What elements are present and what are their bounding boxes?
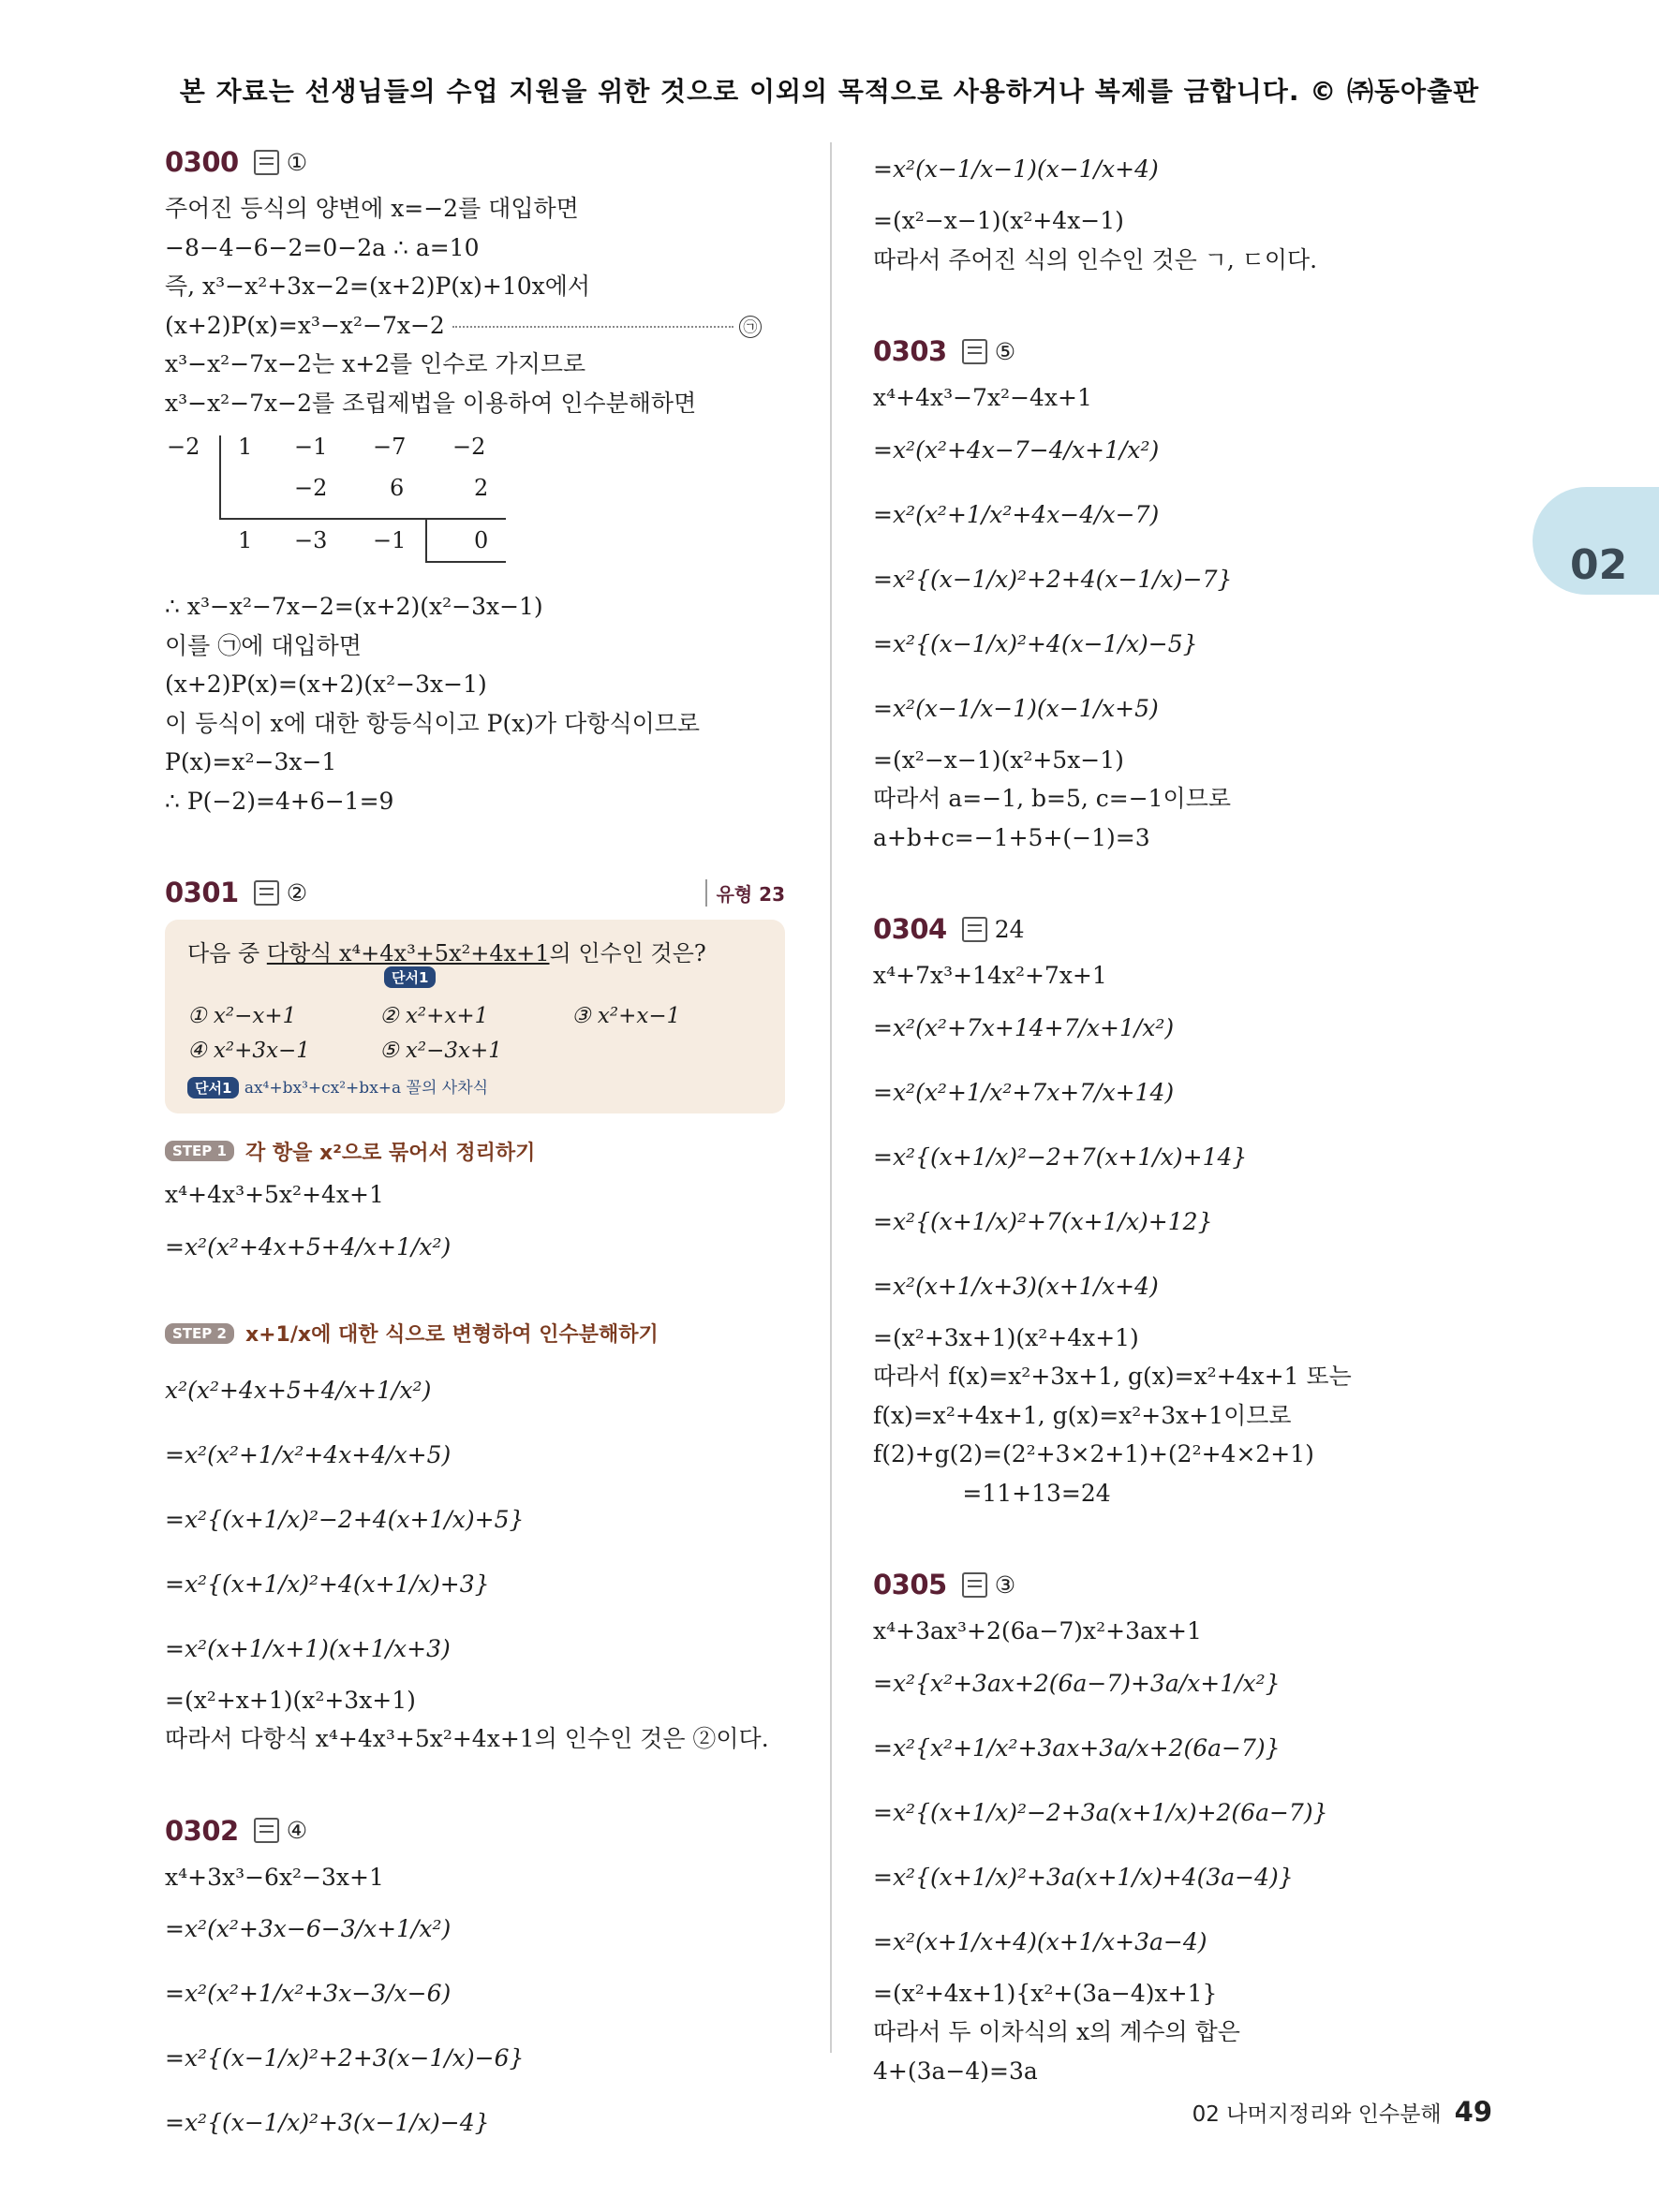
synth-divisor: −2 bbox=[167, 434, 200, 460]
chapter-number: 02 bbox=[1570, 541, 1628, 589]
solution-line: =x²(x²+7x+14+7/x+1/x²) bbox=[873, 1013, 1175, 1041]
solution-line: =(x²+x+1)(x²+3x+1) bbox=[165, 1686, 416, 1714]
option: ② x²+x+1 bbox=[379, 1004, 489, 1028]
solution-line: x⁴+4x³−7x²−4x+1 bbox=[873, 384, 1092, 411]
problem-number: 0300 bbox=[165, 146, 239, 178]
solution-line: 이를 ㉠에 대입하면 bbox=[165, 631, 362, 659]
problem-number: 0302 bbox=[165, 1814, 239, 1847]
solution-line: =x²(x+1/x+3)(x+1/x+4) bbox=[873, 1272, 1159, 1300]
answer-value: ④ bbox=[286, 1817, 308, 1844]
solution-line: =x²(x−1/x−1)(x−1/x+4) bbox=[873, 155, 1159, 183]
problem-0305 bbox=[873, 1563, 1454, 2090]
solution-line: =x²(x−1/x−1)(x−1/x+5) bbox=[873, 694, 1159, 722]
answer-value: ③ bbox=[994, 1571, 1016, 1599]
step-title: x+1/x에 대한 식으로 변형하여 인수분해하기 bbox=[244, 1323, 659, 1347]
equation-mark: ㉠ bbox=[739, 316, 762, 338]
solution-line: =(x²−x−1)(x²+5x−1) bbox=[873, 745, 1124, 774]
hint-tag: 단서1 bbox=[187, 1077, 239, 1099]
problem-number: 0301 bbox=[165, 877, 239, 908]
solution-line: x⁴+7x³+14x²+7x+1 bbox=[873, 962, 1107, 989]
equation: (x+2)P(x)=x³−x²−7x−2 bbox=[165, 311, 445, 339]
solution-line: =(x²+3x+1)(x²+4x+1) bbox=[873, 1323, 1139, 1351]
problem-0304 bbox=[873, 907, 1454, 1512]
answer-options bbox=[187, 999, 763, 1069]
hint-tag: 단서1 bbox=[384, 966, 436, 988]
solution-line: x³−x²−7x−2는 x+2를 인수로 가지므로 bbox=[165, 350, 586, 377]
synthetic-division bbox=[165, 424, 785, 580]
solution-line: =x²(x+1/x+1)(x+1/x+3) bbox=[165, 1634, 451, 1662]
answer-value: ② bbox=[286, 878, 308, 907]
solution-line: x⁴+3ax³+2(6a−7)x²+3ax+1 bbox=[873, 1617, 1202, 1644]
right-column bbox=[873, 140, 1454, 2090]
step-tag: STEP 2 bbox=[165, 1323, 234, 1344]
solution-line: x²(x²+4x+5+4/x+1/x²) bbox=[165, 1376, 432, 1404]
solution-line: 이 등식이 x에 대한 항등식이고 P(x)가 다항식이므로 bbox=[165, 709, 701, 737]
solution-line: =x²(x²+1/x²+7x+7/x+14) bbox=[873, 1078, 1175, 1106]
synth-cell: 6 bbox=[390, 475, 405, 501]
solution-line: =x²{(x+1/x)²−2+4(x+1/x)+5} bbox=[165, 1505, 525, 1533]
synth-cell: −1 bbox=[373, 527, 407, 553]
solution-line: =x²{(x+1/x)²+3a(x+1/x)+4(3a−4)} bbox=[873, 1863, 1294, 1891]
hint-text: ax⁴+bx³+cx²+bx+a 꼴의 사차식 bbox=[244, 1079, 489, 1098]
problem-number: 0305 bbox=[873, 1569, 947, 1600]
hint-line bbox=[187, 1074, 763, 1099]
step-heading bbox=[165, 1315, 785, 1352]
synth-cell: −1 bbox=[294, 434, 328, 460]
solution-line: 따라서 다항식 x⁴+4x³+5x²+4x+1의 인수인 것은 ②이다. bbox=[165, 1725, 769, 1752]
solution-line: −8−4−6−2=0−2a ∴ a=10 bbox=[165, 233, 480, 261]
page-number: 49 bbox=[1454, 2096, 1492, 2128]
solution-line: =x²(x²+4x−7−4/x+1/x²) bbox=[873, 435, 1160, 464]
solution-line: =x²(x+1/x+4)(x+1/x+3a−4) bbox=[873, 1927, 1207, 1955]
solution-line: ∴ P(−2)=4+6−1=9 bbox=[165, 787, 394, 815]
solution-line: f(x)=x²+4x+1, g(x)=x²+3x+1이므로 bbox=[873, 1401, 1292, 1429]
chapter-title: 02 나머지정리와 인수분해 bbox=[1192, 2102, 1442, 2127]
synth-cell: −2 bbox=[452, 434, 486, 460]
solution-line: =x²{x²+1/x²+3ax+3a/x+2(6a−7)} bbox=[873, 1733, 1281, 1762]
solution-line: 주어진 등식의 양변에 x=−2를 대입하면 bbox=[165, 195, 579, 222]
solution-line: 따라서 f(x)=x²+3x+1, g(x)=x²+4x+1 또는 bbox=[873, 1363, 1352, 1390]
solution-line: =x²{(x+1/x)²+7(x+1/x)+12} bbox=[873, 1207, 1213, 1235]
question-text bbox=[187, 936, 763, 970]
solution-line: =x²{(x−1/x)²+3(x−1/x)−4} bbox=[165, 2109, 490, 2136]
solution-line: =x²(x²+1/x²+4x−4/x−7) bbox=[873, 500, 1160, 528]
step-heading bbox=[165, 1132, 785, 1170]
leader-dots bbox=[452, 326, 733, 328]
solution-line: x⁴+3x³−6x²−3x+1 bbox=[165, 1863, 384, 1891]
synth-remainder-box bbox=[425, 520, 427, 561]
synth-cell: −2 bbox=[294, 475, 328, 501]
solution-line: ∴ x³−x²−7x−2=(x+2)(x²−3x−1) bbox=[165, 593, 543, 620]
problem-0302 bbox=[165, 1809, 785, 2156]
option: ① x²−x+1 bbox=[187, 1004, 297, 1028]
problem-number: 0304 bbox=[873, 913, 947, 945]
solution-line: f(2)+g(2)=(2²+3×2+1)+(2²+4×2+1) bbox=[873, 1440, 1314, 1467]
solution-line: =11+13=24 bbox=[873, 1479, 1111, 1507]
option: ④ x²+3x−1 bbox=[187, 1039, 310, 1063]
synth-vertical-bar bbox=[219, 435, 221, 518]
solution-line: =x²(x²+4x+5+4/x+1/x²) bbox=[165, 1232, 452, 1261]
solution-line: =x²{(x+1/x)²−2+3a(x+1/x)+2(6a−7)} bbox=[873, 1798, 1328, 1826]
page-footer bbox=[1192, 2096, 1492, 2128]
solution-line: =x²{(x+1/x)²−2+7(x+1/x)+14} bbox=[873, 1143, 1248, 1171]
problem-0302-continued bbox=[873, 137, 1454, 279]
synth-cell: 1 bbox=[238, 527, 253, 553]
step-tag: STEP 1 bbox=[165, 1141, 234, 1161]
solution-line: =x²{(x−1/x)²+2+4(x−1/x)−7} bbox=[873, 565, 1233, 593]
column-divider bbox=[830, 142, 832, 2053]
answer-icon bbox=[254, 1818, 279, 1843]
answer-icon bbox=[962, 1572, 987, 1598]
problem-type-tag: 유형 23 bbox=[705, 879, 785, 907]
synth-cell: 0 bbox=[474, 527, 489, 553]
solution-line: =(x²+4x+1){x²+(3a−4)x+1} bbox=[873, 1979, 1218, 2007]
problem-number: 0303 bbox=[873, 335, 947, 367]
question-underlined: 다항식 x⁴+4x³+5x²+4x+1 bbox=[266, 940, 550, 966]
step-title: 각 항을 x²으로 묶어서 정리하기 bbox=[244, 1141, 536, 1165]
answer-value: 24 bbox=[994, 915, 1025, 943]
option: ⑤ x²−3x+1 bbox=[379, 1039, 502, 1063]
answer-value: ⑤ bbox=[994, 337, 1016, 365]
solution-line: (x+2)P(x)=(x+2)(x²−3x−1) bbox=[165, 671, 487, 698]
synth-cell: −7 bbox=[373, 434, 407, 460]
solution-line: =x²{(x−1/x)²+4(x−1/x)−5} bbox=[873, 629, 1198, 657]
solution-line-marked bbox=[165, 306, 785, 346]
solution-line: 따라서 두 이차식의 x의 계수의 합은 bbox=[873, 2018, 1240, 2045]
synth-horizontal-bar bbox=[219, 518, 506, 520]
solution-line: x³−x²−7x−2를 조립제법을 이용하여 인수분해하면 bbox=[165, 389, 697, 417]
solution-line: 즉, x³−x²+3x−2=(x+2)P(x)+10x에서 bbox=[165, 273, 591, 300]
question-box bbox=[165, 920, 785, 1113]
synth-remainder-box bbox=[425, 561, 506, 563]
problem-0303 bbox=[873, 330, 1454, 857]
solution-line: 4+(3a−4)=3a bbox=[873, 2057, 1038, 2085]
answer-icon bbox=[962, 917, 987, 942]
problem-0300 bbox=[165, 140, 785, 820]
solution-line: a+b+c=−1+5+(−1)=3 bbox=[873, 823, 1150, 851]
solution-line: =x²{x²+3ax+2(6a−7)+3a/x+1/x²} bbox=[873, 1669, 1281, 1697]
question-pre: 다음 중 bbox=[187, 940, 267, 966]
solution-line: =x²{(x−1/x)²+2+3(x−1/x)−6} bbox=[165, 2044, 525, 2072]
solution-line: =x²{(x+1/x)²+4(x+1/x)+3} bbox=[165, 1570, 490, 1598]
answer-icon bbox=[962, 339, 987, 364]
solution-line: =(x²−x−1)(x²+4x−1) bbox=[873, 207, 1124, 234]
solution-line: 따라서 a=−1, b=5, c=−1이므로 bbox=[873, 785, 1231, 812]
answer-icon bbox=[254, 880, 279, 906]
copyright-notice: 본 자료는 선생님들의 수업 지원을 위한 것으로 이외의 목적으로 사용하거나 복제를 금합니다. © ㈜동아출판 bbox=[179, 76, 1480, 107]
solution-line: =x²(x²+1/x²+4x+4/x+5) bbox=[165, 1440, 452, 1468]
synth-cell: 1 bbox=[238, 434, 253, 460]
synth-cell: 2 bbox=[474, 475, 489, 501]
solution-line: 따라서 주어진 식의 인수인 것은 ㄱ, ㄷ이다. bbox=[873, 245, 1318, 273]
synth-cell: −3 bbox=[294, 527, 328, 553]
left-column bbox=[165, 140, 785, 2155]
question-post: 의 인수인 것은? bbox=[549, 940, 706, 966]
answer-value: ① bbox=[286, 148, 308, 176]
answer-icon bbox=[254, 150, 279, 175]
solution-line: =x²(x²+3x−6−3/x+1/x²) bbox=[165, 1915, 452, 1942]
problem-0301 bbox=[165, 871, 785, 1759]
solution-line: P(x)=x²−3x−1 bbox=[165, 748, 337, 775]
option: ③ x²+x−1 bbox=[571, 1004, 681, 1028]
solution-line: x⁴+4x³+5x²+4x+1 bbox=[165, 1181, 384, 1208]
solution-line: =x²(x²+1/x²+3x−3/x−6) bbox=[165, 1980, 452, 2007]
